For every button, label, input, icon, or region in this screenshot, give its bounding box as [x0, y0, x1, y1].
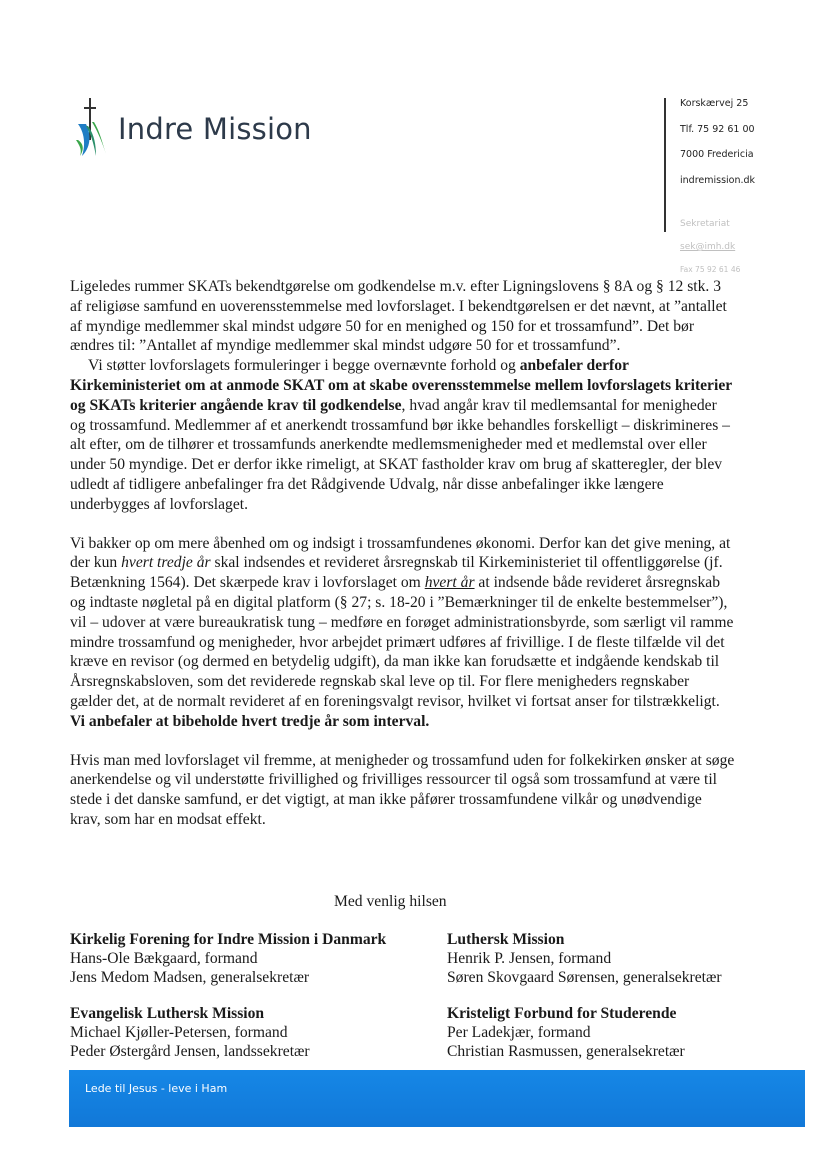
- paragraph-1: Ligeledes rummer SKATs bekendtgørelse om godkendelse m.v. efter Ligningslovens § 8A og § 12 stk. 3 af religiøse samfund en uoverensstemmelse med lovforslaget. I bekendtgørelsen er det nævnt, at ”antallet af myndige medlemmer skal mindst udgøre 50 for en menighed og 150 for et trossamfund”. Det bør ændres til: ”Antallet af myndige medlemmer skal mindst udgøre 50 for et trossamfund”.: [70, 278, 727, 355]
- secretariat-email: sek@imh.dk: [680, 242, 736, 252]
- signature-line: Jens Medom Madsen, generalsekretær: [70, 968, 310, 986]
- paragraph-3: [70, 534, 735, 732]
- signature-block: [70, 931, 386, 987]
- paragraph-4: Hvis man med lovforslaget vil fremme, at menigheder og trossamfund uden for folkekirken ønsker at søge anerkendelse og vil understøtte frivillighed og frivilliges ressourcer til også som trossamfund at være til stede i det danske samfund, er det vigtigt, at man ikke påfører trossamfundene vilkår og unødvendige krav, som har en modsat effekt.: [70, 751, 735, 828]
- secretariat-fax: Fax 75 92 61 46: [680, 265, 741, 274]
- closing: Med venlig hilsen: [334, 893, 447, 910]
- paragraph-2: [70, 356, 735, 514]
- secretariat-label: Sekretariat: [680, 219, 730, 229]
- paragraph-3-text-e: at indsende både revideret årsregnskab og indtaste nøgletal på en digital platform (§ 27; s. 18-20 i ”Bemærkninger til de enkelte bestemmelser”), vil – udover at være bureaukratisk tung – medføre en forøget administrationsbyrde, som særligt vil ramme mindre trossamfund og menigheder, hvor arbejdet primært udføres af frivillige. I de fleste tilfælde vil det kræve en revisor (og dermed en betydelig udgift), da man ikke kan forudsætte et indgående kendskab til Årsregnskabsloven, som det reviderede regnskab skal leve op til. For flere menigheders regnskaber gælder det, at de normalt revideret af en foreningsvalgt revisor, hvilket vi fortsat anser for tilstrækkeligt.: [70, 574, 734, 710]
- signature-line: Hans-Ole Bækgaard, formand: [70, 949, 258, 967]
- contact-website: indremission.dk: [680, 174, 756, 186]
- paragraph-3-italic-a: hvert tredje år: [121, 554, 211, 572]
- logo-text: Indre Mission: [118, 112, 312, 146]
- logo: [72, 96, 312, 160]
- contact-block: [680, 98, 820, 200]
- contact-address: Korskærvej 25: [680, 98, 749, 109]
- indre-mission-logo-icon: [72, 96, 112, 160]
- letter-body: [70, 277, 735, 830]
- signature-line: Peder Østergård Jensen, landssekretær: [70, 1042, 310, 1060]
- signature-line: Søren Skovgaard Sørensen, generalsekretær: [447, 968, 722, 986]
- paragraph-3-text-a: Vi bakker op om mere åbenhed om og indsigt i trossamfundenes økonomi. Derfor kan det give mening, at der kun: [70, 534, 731, 572]
- paragraph-2-text-a: Vi støtter lovforslagets formuleringer i begge overnævnte forhold og: [88, 357, 520, 375]
- signature-line: Henrik P. Jensen, formand: [447, 949, 612, 967]
- paragraph-2-text-c: , hvad angår krav til medlemsantal for menigheder og trossamfund. Medlemmer af et anerkendt trossamfund bør ikke behandles forskelligt – diskrimineres – alt efter, om de tilhører et trossamfunds anerkendte medlemsmenigheder med et medlemstal over eller under 50 myndige. Det er derfor ikke rimeligt, at SKAT fastholder krav om brug af skatteregler, der blev udledt af tidligere anbefalinger fra det Rådgivende Udvalg, når disse anbefalinger ikke længere underbygges af lovforslaget.: [70, 396, 730, 513]
- paragraph-2-bold: anbefaler derfor Kirkeministeriet om at anmode SKAT om at skabe overensstemmelse mellem lovforslagets kriterier og SKATs kriterier angående krav til godkendelse: [70, 357, 732, 414]
- signature-line: Michael Kjøller-Petersen, formand: [70, 1023, 288, 1041]
- signature-org: Kirkelig Forening for Indre Mission i Danmark: [70, 931, 387, 948]
- paragraph-3-text-c: skal indsendes et revideret årsregnskab til Kirkeministeriet til offentliggørelse (jf. Betænkning 1564). Det skærpede krav i lovforslaget om: [70, 554, 723, 592]
- footer-bar: [69, 1070, 805, 1127]
- signature-org: Luthersk Mission: [447, 931, 565, 948]
- signature-block: [70, 1005, 310, 1061]
- signature-line: Christian Rasmussen, generalsekretær: [447, 1042, 685, 1060]
- signature-line: Per Ladekjær, formand: [447, 1023, 591, 1041]
- footer-tagline: Lede til Jesus - leve i Ham: [85, 1082, 228, 1095]
- signature-block: [447, 931, 722, 987]
- signature-block: [447, 1005, 685, 1061]
- paragraph-3-bold: Vi anbefaler at bibeholde hvert tredje år som interval.: [70, 712, 430, 730]
- paragraph-3-italic-underline: hvert år: [424, 574, 475, 592]
- signature-org: Kristeligt Forbund for Studerende: [447, 1005, 677, 1022]
- signature-org: Evangelisk Luthersk Mission: [70, 1005, 265, 1022]
- contact-phone: Tlf. 75 92 61 00: [680, 123, 755, 135]
- contact-city: 7000 Fredericia: [680, 149, 754, 160]
- header-divider: [664, 98, 666, 232]
